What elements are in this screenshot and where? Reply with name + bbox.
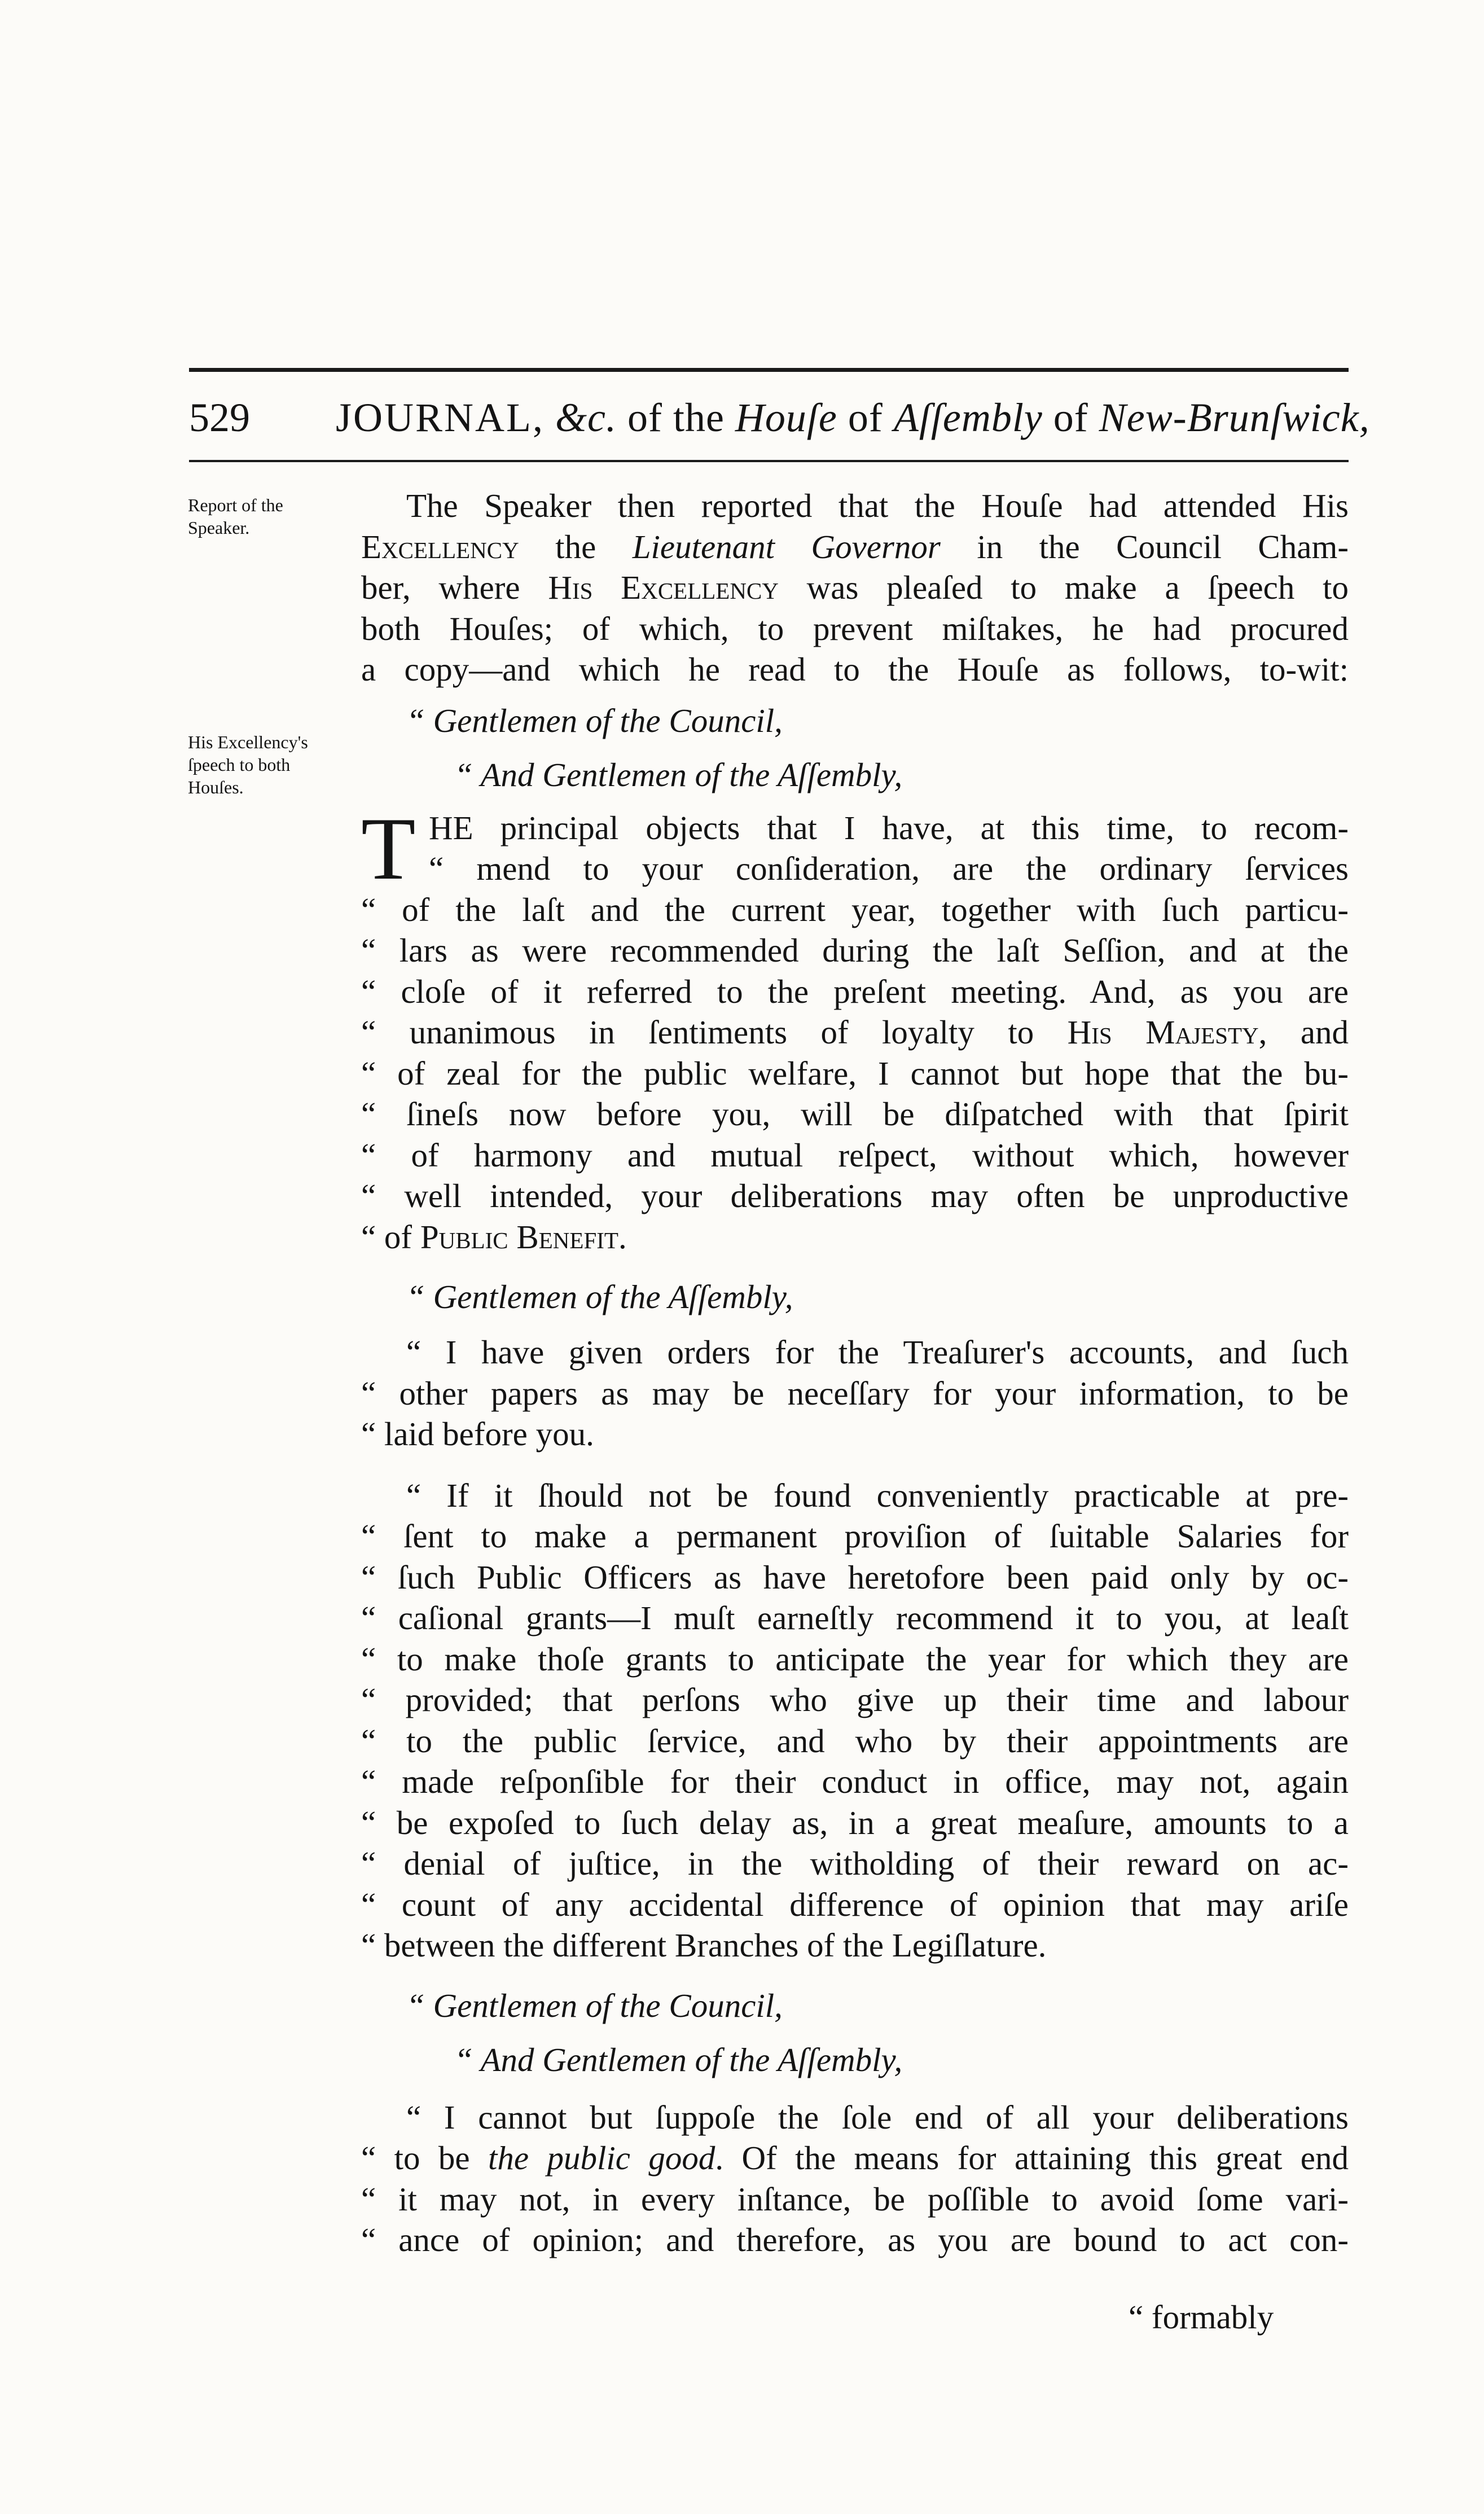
text-line: “ it may not, in every inſtance, be poſſible to avoid ſome vari- bbox=[361, 2180, 1349, 2218]
text-line bbox=[361, 2138, 1349, 2179]
salutation-assembly-2: “ Gentlemen of the Aſſembly, bbox=[406, 1278, 793, 1315]
text-span: the bbox=[519, 528, 633, 565]
text-line: “ other papers as may be neceſſary for your information, to be bbox=[361, 1374, 1349, 1412]
text-line: a copy—and which he read to the Houſe as follows, to-wit: bbox=[361, 651, 1349, 688]
small-caps-text: His Excellency bbox=[548, 569, 779, 606]
text-line: “ I cannot but ſuppoſe the ſole end of all your deliberations bbox=[406, 2098, 1349, 2136]
salutation-assembly-3: “ And Gentlemen of the Aſſembly, bbox=[454, 2041, 903, 2078]
header-title bbox=[336, 384, 1370, 451]
text-line: “ I have given orders for the Treaſurer's accounts, and ſuch bbox=[406, 1333, 1349, 1371]
margin-note-line: Report of the bbox=[188, 495, 283, 515]
text-span: “ unanimous in ſentiments of loyalty to bbox=[361, 1014, 1068, 1051]
text-line: “ ſuch Public Officers as have heretofore been paid only by oc- bbox=[361, 1558, 1349, 1596]
text-line: “ laid before you. bbox=[361, 1415, 594, 1453]
header-title-house: Houſe bbox=[735, 395, 837, 440]
speech-paragraph-2 bbox=[361, 1332, 1349, 1455]
header-title-journal: JOURNAL, bbox=[336, 395, 545, 440]
text-line: “ of zeal for the public welfare, I cannot but hope that the bu- bbox=[361, 1054, 1349, 1092]
text-line bbox=[361, 1217, 1349, 1258]
text-line: “ between the different Branches of the Legiſlature. bbox=[361, 1927, 1047, 1964]
small-caps-text: His Majesty bbox=[1067, 1014, 1259, 1051]
header-title-text: of bbox=[837, 395, 894, 440]
header-title-etc: &c. bbox=[555, 395, 617, 440]
text-line: both Houſes; of which, to prevent miſtakes, he had procured bbox=[361, 609, 1349, 647]
text-line: “ lars as were recommended during the laſt Seſſion, and at the bbox=[361, 932, 1349, 969]
text-line bbox=[361, 1012, 1349, 1053]
header-title-province: New-Brunſwick, bbox=[1099, 395, 1370, 440]
header-title-text: of bbox=[1042, 395, 1099, 440]
text-line: “ be expoſed to ſuch delay as, in a great meaſure, amounts to a bbox=[361, 1804, 1349, 1841]
salutation-assembly: “ And Gentlemen of the Aſſembly, bbox=[454, 756, 903, 793]
text-span: was pleaſed to make a ſpeech to bbox=[778, 569, 1349, 606]
text-span: in the Council Cham- bbox=[940, 528, 1349, 565]
speech-paragraph-4 bbox=[361, 2097, 1349, 2261]
text-line: “ made reſponſible for their conduct in office, may not, again bbox=[361, 1763, 1349, 1800]
text-line: “ to the public ſervice, and who by their appointments are bbox=[361, 1722, 1349, 1760]
running-header bbox=[189, 384, 1370, 451]
header-rule-top bbox=[189, 368, 1349, 372]
text-line: “ of harmony and mutual reſpect, without which, however bbox=[361, 1136, 1349, 1174]
text-line: “ to make thoſe grants to anticipate the year for which they are bbox=[361, 1640, 1349, 1678]
margin-note-speech bbox=[188, 731, 374, 798]
text-line: “ If it ſhould not be found conveniently practicable at pre- bbox=[406, 1476, 1349, 1514]
text-line: “ mend to your conſideration, are the ordinary ſervices bbox=[429, 850, 1349, 887]
salutation-council: “ Gentlemen of the Council, bbox=[406, 701, 783, 739]
text-line: “ denial of juſtice, in the witholding of their reward on ac- bbox=[361, 1845, 1349, 1882]
margin-note-report bbox=[188, 494, 374, 539]
text-line: “ well intended, your deliberations may often be unproductive bbox=[361, 1177, 1349, 1214]
header-title-assembly: Aſſembly bbox=[893, 395, 1043, 440]
small-caps-text: Public Benefit bbox=[420, 1218, 618, 1256]
text-line: “ count of any accidental difference of opinion that may ariſe bbox=[361, 1885, 1349, 1923]
catchword: “ formably bbox=[1129, 2298, 1274, 2336]
text-span: , and bbox=[1258, 1014, 1349, 1051]
italic-text: the public good bbox=[488, 2139, 715, 2177]
salutation-council-2: “ Gentlemen of the Council, bbox=[406, 1986, 783, 2024]
report-paragraph bbox=[361, 485, 1349, 690]
journal-body bbox=[361, 485, 1349, 2261]
text-line: “ cloſe of it referred to the preſent meeting. And, as you are bbox=[361, 972, 1349, 1010]
text-span: ber, where bbox=[361, 569, 548, 606]
text-line: The Speaker then reported that the Houſe had attended His bbox=[406, 487, 1349, 524]
text-line: “ provided; that perſons who give up their time and labour bbox=[361, 1681, 1349, 1718]
text-span: “ of bbox=[361, 1218, 420, 1256]
text-line: “ ance of opinion; and therefore, as you are bound to act con- bbox=[361, 2221, 1349, 2258]
italic-text: Lieutenant Governor bbox=[632, 528, 941, 565]
paragraph-gap bbox=[361, 1455, 1349, 1475]
text-line: “ ſineſs now before you, will be diſpatched with that ſpirit bbox=[361, 1095, 1349, 1133]
text-span: “ to be bbox=[361, 2139, 488, 2177]
margin-note-line: ſpeech to both bbox=[188, 754, 291, 775]
margin-note-line: His Excellency's bbox=[188, 732, 308, 752]
text-span: . bbox=[618, 1218, 627, 1256]
margin-note-line: Houſes. bbox=[188, 777, 244, 797]
page-number: 529 bbox=[189, 395, 250, 440]
speech-paragraph-1 bbox=[361, 799, 1349, 1258]
drop-cap: T bbox=[361, 799, 416, 898]
speech-paragraph-3 bbox=[361, 1475, 1349, 1966]
text-line bbox=[361, 567, 1349, 608]
header-rule-bottom bbox=[189, 460, 1349, 462]
text-span: . Of the means for attaining this great end bbox=[715, 2139, 1349, 2177]
text-line bbox=[361, 527, 1349, 568]
text-line: “ of the laſt and the current year, together with ſuch particu- bbox=[361, 890, 1349, 928]
small-caps-text: Excellency bbox=[361, 528, 519, 565]
margin-note-line: Speaker. bbox=[188, 517, 250, 538]
text-line: “ caſional grants—I muſt earneſtly recommend it to you, at leaſt bbox=[361, 1599, 1349, 1636]
text-line: “ ſent to make a permanent proviſion of ſuitable Salaries for bbox=[361, 1517, 1349, 1555]
text-line: HE principal objects that I have, at this time, to recom- bbox=[429, 809, 1349, 846]
header-title-text: of the bbox=[616, 395, 735, 440]
